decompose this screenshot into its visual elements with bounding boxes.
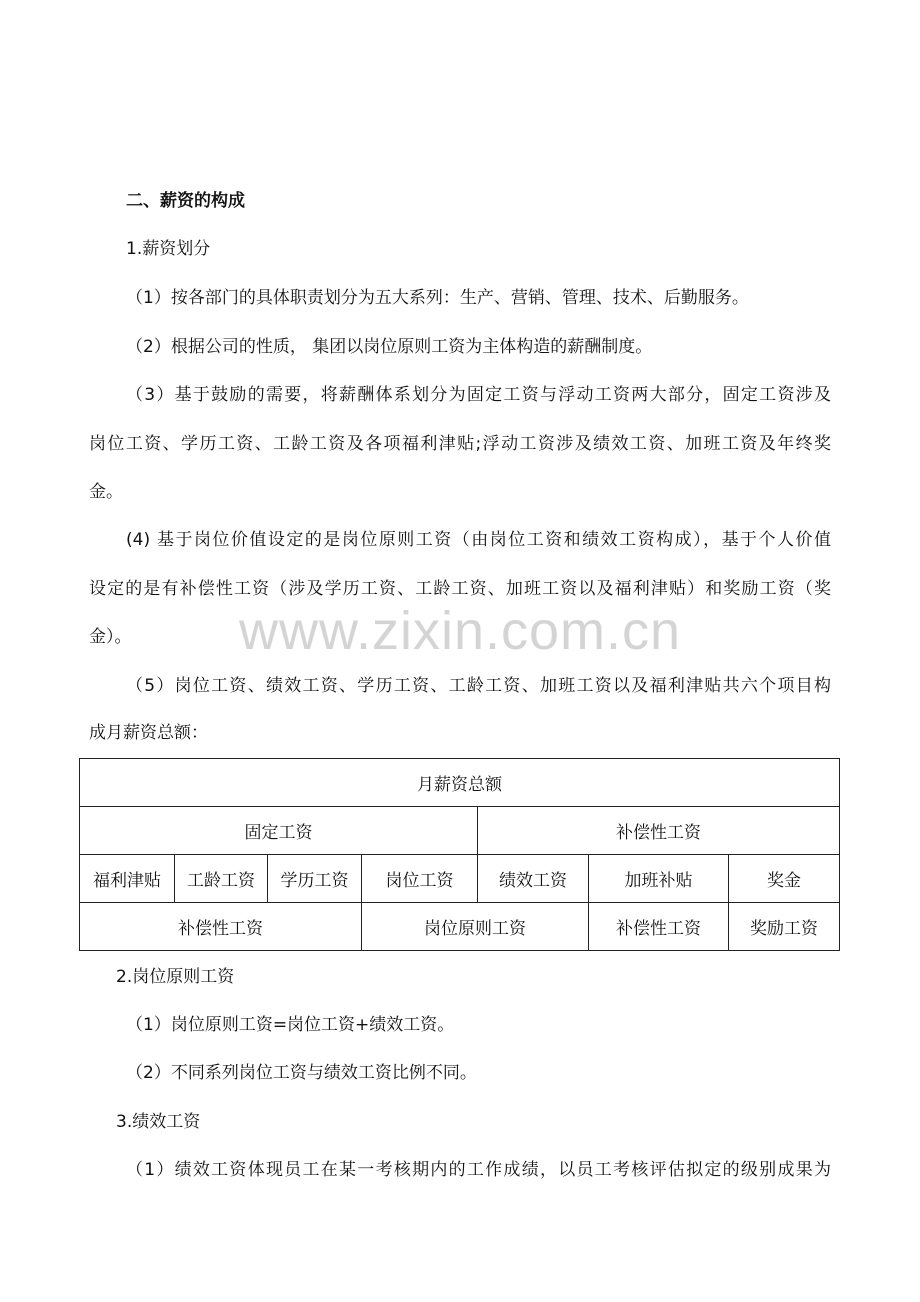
- subheading-performance-wage: 3.绩效工资: [116, 1112, 201, 1132]
- table-row: [80, 759, 840, 807]
- paragraph-5-line-1: （5）岗位工资、绩效工资、学历工资、工龄工资、加班工资以及福利津贴共六个项目构: [126, 676, 831, 696]
- paragraph-2: （2）根据公司的性质， 集团以岗位原则工资为主体构造的薪酬制度。: [126, 337, 653, 357]
- paragraph-4-line-2: 设定的是有补偿性工资（涉及学历工资、工龄工资、加班工资以及福利津贴）和奖励工资（奖: [89, 579, 831, 599]
- item-position-wage: 岗位工资: [362, 855, 478, 903]
- paragraph-4-line-3: 金）。: [89, 627, 132, 647]
- section-title: 二、薪资的构成: [126, 191, 245, 211]
- item-performance-wage: 绩效工资: [478, 855, 589, 903]
- item-seniority-wage: 工龄工资: [175, 855, 268, 903]
- table-row: [80, 807, 840, 855]
- paragraph-3-line-3: 金。: [89, 482, 123, 502]
- category-incentive: 奖励工资: [729, 903, 840, 951]
- paragraph-4-line-1: (4) 基于岗位价值设定的是岗位原则工资（由岗位工资和绩效工资构成），基于个人价值: [126, 530, 831, 550]
- paragraph-3-line-2: 岗位工资、学历工资、工龄工资及各项福利津贴;浮动工资涉及绩效工资、加班工资及年终奖: [89, 434, 831, 454]
- paragraph-5-line-2: 成月薪资总额：: [89, 723, 208, 743]
- table-title-cell: 月薪资总额: [80, 759, 840, 807]
- paragraph-3-1: （1）绩效工资体现员工在某一考核期内的工作成绩，以员工考核评估拟定的级别成果为: [126, 1160, 831, 1180]
- paragraph-2-1: （1）岗位原则工资=岗位工资+绩效工资。: [126, 1015, 455, 1035]
- subheading-salary-division: 1.薪资划分: [126, 239, 211, 259]
- watermark: www.zixin.com.cn: [238, 601, 682, 661]
- category-compensatory: 补偿性工资: [80, 903, 362, 951]
- salary-composition-table: [79, 758, 840, 951]
- group-fixed-salary: 固定工资: [80, 807, 478, 855]
- item-welfare-allowance: 福利津贴: [80, 855, 175, 903]
- item-overtime-allowance: 加班补贴: [589, 855, 729, 903]
- table-row: [80, 903, 840, 951]
- item-education-wage: 学历工资: [268, 855, 362, 903]
- item-bonus: 奖金: [729, 855, 840, 903]
- subheading-position-standard-wage: 2.岗位原则工资: [116, 967, 235, 987]
- category-position-standard: 岗位原则工资: [362, 903, 589, 951]
- paragraph-1: （1）按各部门的具体职责划分为五大系列：生产、营销、管理、技术、后勤服务。: [126, 288, 749, 308]
- paragraph-2-2: （2）不同系列岗位工资与绩效工资比例不同。: [126, 1063, 477, 1083]
- table-row: [80, 855, 840, 903]
- category-compensatory-2: 补偿性工资: [589, 903, 729, 951]
- group-compensatory-salary: 补偿性工资: [478, 807, 840, 855]
- paragraph-3-line-1: （3）基于鼓励的需要，将薪酬体系划分为固定工资与浮动工资两大部分，固定工资涉及: [126, 385, 831, 405]
